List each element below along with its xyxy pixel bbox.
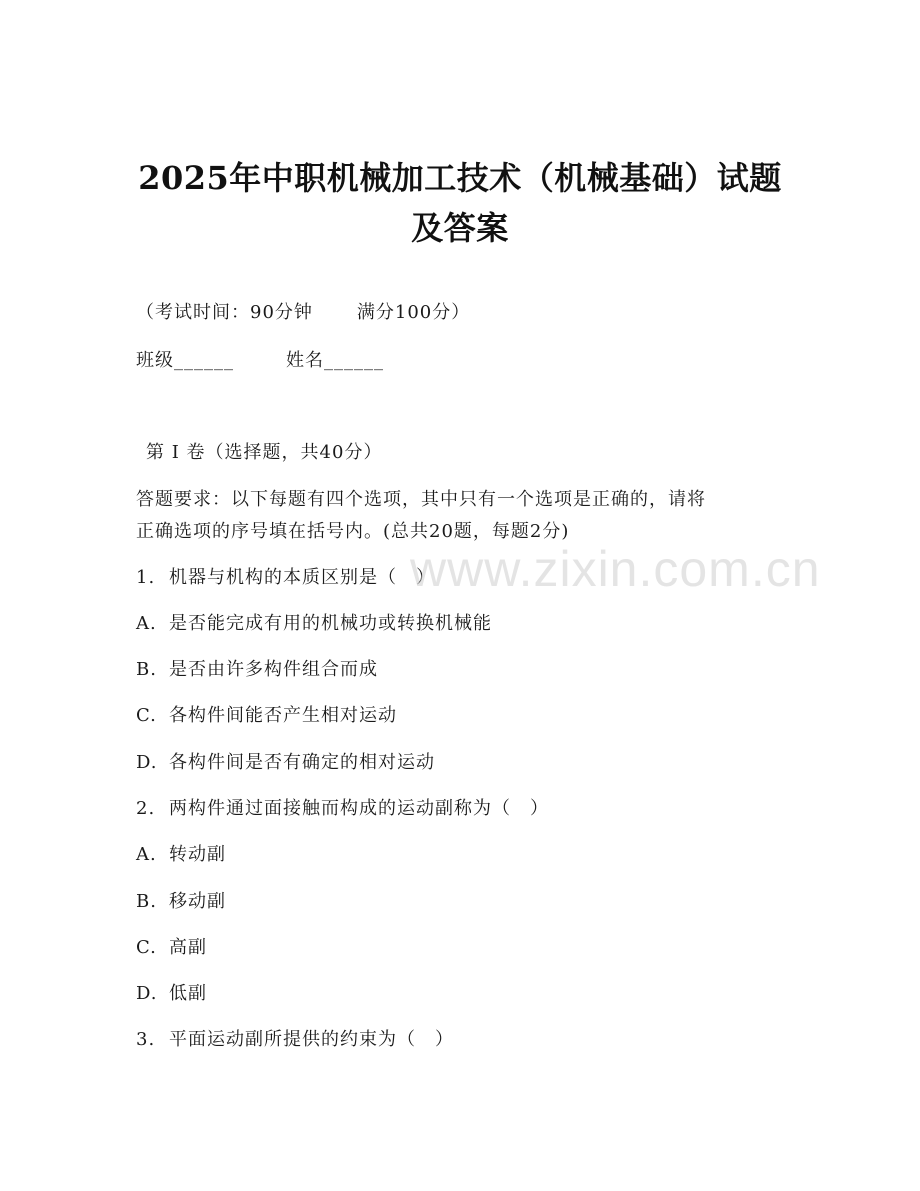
question-1-option-c	[136, 703, 397, 729]
question-2-option-a	[136, 842, 226, 868]
student-fields	[136, 348, 384, 374]
document-title-line2: 及答案	[411, 209, 509, 247]
name-field: 姓名______	[286, 350, 384, 371]
option-letter: B.	[136, 659, 157, 680]
question-number: 2.	[136, 798, 156, 819]
option-letter: C.	[136, 937, 157, 958]
question-2	[136, 796, 549, 822]
document-title-line1: 2025年中职机械加工技术（机械基础）试题	[138, 159, 782, 197]
option-text: 转动副	[169, 844, 226, 865]
option-text: 移动副	[169, 891, 226, 912]
question-1	[136, 565, 435, 591]
exam-time: （考试时间：90分钟	[136, 302, 313, 323]
option-text: 是否由许多构件组合而成	[169, 659, 378, 680]
question-text: 平面运动副所提供的约束为（ ）	[169, 1029, 454, 1050]
option-text: 高副	[169, 937, 207, 958]
question-number: 3.	[136, 1029, 156, 1050]
question-2-option-b	[136, 889, 226, 915]
option-text: 是否能完成有用的机械功或转换机械能	[169, 613, 492, 634]
exam-info	[136, 300, 470, 326]
exam-full-score: 满分100分）	[356, 302, 471, 323]
question-1-option-b	[136, 657, 378, 683]
instructions-line1: 答题要求：以下每题有四个选项，其中只有一个选项是正确的，请将	[136, 489, 706, 510]
question-text: 机器与机构的本质区别是（ ）	[169, 567, 435, 588]
option-letter: D.	[136, 983, 158, 1004]
option-text: 各构件间是否有确定的相对运动	[169, 752, 435, 773]
option-text: 各构件间能否产生相对运动	[169, 705, 397, 726]
class-field: 班级______	[136, 350, 234, 371]
question-1-option-d	[136, 750, 435, 776]
question-3	[136, 1027, 454, 1053]
option-letter: B.	[136, 891, 157, 912]
option-letter: D.	[136, 752, 158, 773]
option-letter: A.	[136, 844, 157, 865]
option-letter: A.	[136, 613, 157, 634]
question-1-option-a	[136, 611, 492, 637]
option-text: 低副	[169, 983, 207, 1004]
question-2-option-c	[136, 935, 207, 961]
watermark: www.zixin.com.cn	[410, 541, 821, 597]
question-number: 1.	[136, 567, 156, 588]
question-2-option-d	[136, 981, 207, 1007]
option-letter: C.	[136, 705, 157, 726]
question-text: 两构件通过面接触而构成的运动副称为（ ）	[169, 798, 549, 819]
section-title: 第 I 卷（选择题，共40分）	[146, 442, 383, 463]
instructions-line2: 正确选项的序号填在括号内。(总共20题，每题2分)	[136, 521, 570, 542]
